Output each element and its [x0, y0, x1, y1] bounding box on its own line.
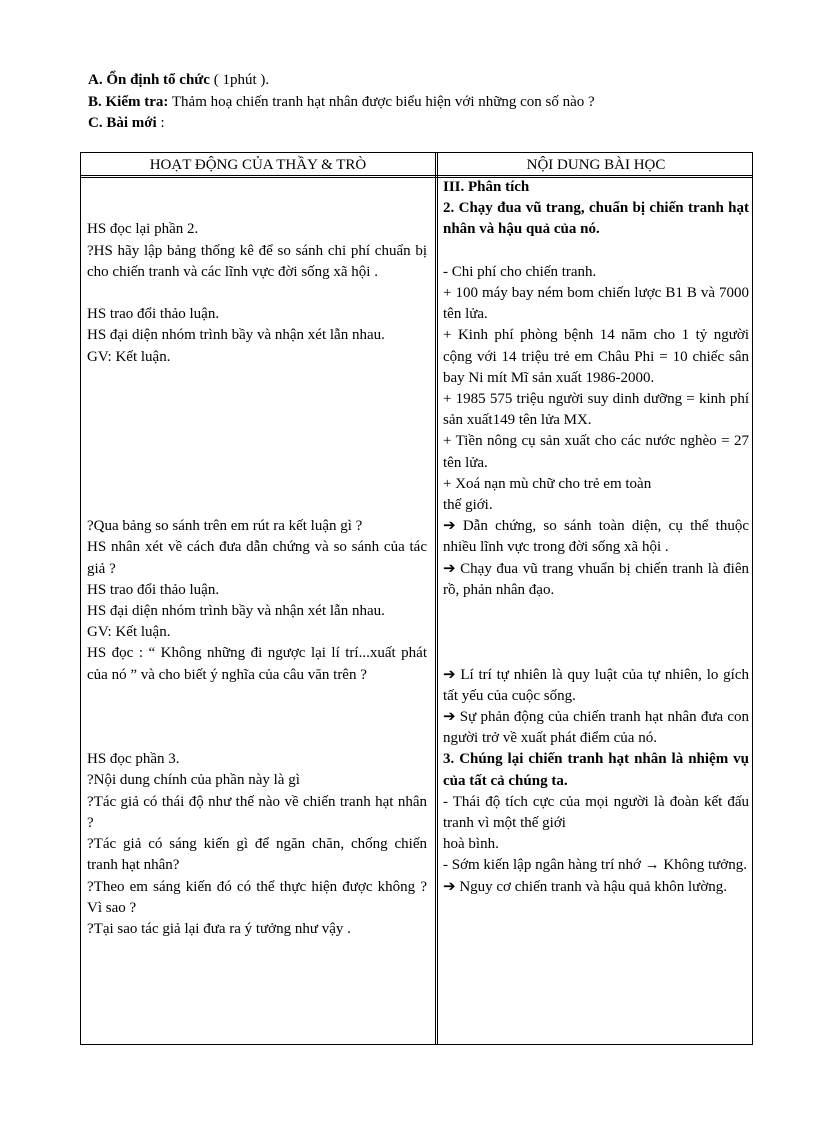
right-column	[443, 177, 749, 898]
left-line: ?HS hãy lập bảng thống kê để so sánh chi phí chuẩn bị cho chiến tranh và các lĩnh vực đời sống xã hội .	[87, 242, 427, 280]
left-line: HS trao đổi thảo luận.	[87, 306, 220, 323]
left-line: HS trao đổi thảo luận.	[87, 581, 220, 598]
left-line: HS đọc lại phần 2.	[87, 221, 199, 238]
right-line: 2. Chạy đua vũ trang, chuẩn bị chiến tranh hạt nhân và hậu quả của nó.	[443, 200, 749, 238]
line-a	[88, 70, 768, 92]
line-b	[88, 92, 768, 114]
right-line: - Thái độ tích cực của mọi người là đoàn kết đấu tranh vì một thế giới	[443, 793, 749, 832]
right-line: + 100 máy bay ném bom chiến lược B1 B và 7000 tên lửa.	[443, 285, 749, 323]
right-line: ➔ Nguy cơ chiến tranh và hậu quả khôn lường.	[443, 878, 727, 895]
right-line: + Xoá nạn mù chữ cho trẻ em toàn	[443, 475, 652, 492]
left-line: ?Tác giả có thái độ như thế nào về chiến tranh hạt nhân ?	[87, 793, 427, 831]
right-line: ➔ Sự phản động của chiến tranh hạt nhân đưa con người trở về xuất phát điểm của nó.	[443, 709, 749, 747]
left-line: HS đại diện nhóm trình bầy và nhận xét lẫn nhau.	[87, 602, 385, 619]
left-line: HS đọc phần 3.	[87, 751, 180, 768]
left-line: ?Tác giả có sáng kiến gì để ngăn chăn, chống chiến tranh hạt nhân?	[87, 836, 427, 874]
right-line: + Tiền nông cụ sản xuất cho các nước nghèo = 27 tên lửa.	[443, 433, 749, 471]
line-a-text: ( 1phút ).	[209, 72, 270, 88]
left-line: HS đại diện nhóm trình bầy và nhận xét lẫn nhau.	[87, 327, 385, 344]
col-right-title: NỘI DUNG BÀI HỌC	[526, 157, 666, 173]
right-line: - Sớm kiến lập ngân hàng trí nhớ → Không tưởng.	[443, 857, 747, 874]
left-line: ?Nội dung chính của phần này là gì	[87, 772, 300, 789]
right-line: thế giới.	[443, 497, 493, 514]
line-b-text: Thảm hoạ chiến tranh hạt nhân được biểu hiện với những con số nào ?	[168, 93, 595, 110]
right-line: + Kinh phí phòng bệnh 14 năm cho 1 tỷ người cộng với 14 triệu trẻ em Châu Phi = 10 chiếc sân bay Ni mít Mĩ sản xuất 1986-2000.	[443, 327, 749, 386]
left-line: HS nhân xét về cách đưa dẫn chứng và so sánh của tác giả ?	[87, 539, 427, 577]
right-line: 3. Chúng lại chiến tranh hạt nhân là nhiệm vụ của tất cả chúng ta.	[443, 751, 749, 789]
right-line: ➔ Lí trí tự nhiên là quy luật của tự nhiên, lo gích tất yếu của cuộc sống.	[443, 666, 749, 704]
line-a-label: A. Ổn định tổ chức	[88, 72, 210, 88]
right-line: + 1985 575 triệu người suy dinh dưỡng = kinh phí sản xuất149 tên lửa MX.	[443, 391, 749, 429]
column-divider	[435, 153, 438, 1044]
line-c-label: C. Bài mới	[88, 115, 157, 131]
right-line: - Chi phí cho chiến tranh.	[443, 263, 597, 280]
line-c-text: :	[156, 115, 165, 131]
left-line: GV: Kết luận.	[87, 348, 171, 365]
left-line: GV: Kết luận.	[87, 624, 171, 641]
header	[88, 70, 768, 135]
left-line: ?Tại sao tác giả lại đưa ra ý tưởng như vậy .	[87, 920, 351, 937]
right-line: ➔ Dẫn chứng, so sánh toàn diện, cụ thể thuộc nhiều lĩnh vực trong đời sống xã hội .	[443, 518, 749, 556]
col-left-title: HOẠT ĐỘNG CỦA THẦY & TRÒ	[149, 157, 367, 173]
left-line: ?Qua bảng so sánh trên em rút ra kết luận gì ?	[87, 518, 363, 535]
left-column	[87, 177, 427, 940]
right-line: hoà bình.	[443, 836, 499, 853]
right-line: ➔ Chạy đua vũ trang vhuẩn bị chiến tranh là điên rồ, phản nhân đạo.	[443, 560, 749, 598]
right-line: III. Phân tích	[443, 179, 530, 195]
line-c	[88, 113, 768, 135]
line-b-label: B. Kiểm tra:	[88, 93, 169, 110]
lesson-table	[80, 152, 753, 1045]
left-line: ?Theo em sáng kiến đó có thể thực hiện được không ? Vì sao ?	[87, 878, 427, 916]
left-line: HS đọc : “ Không những đi ngược lại lí trí...xuất phát của nó ” và cho biết ý nghĩa của câu văn trên ?	[87, 645, 427, 683]
